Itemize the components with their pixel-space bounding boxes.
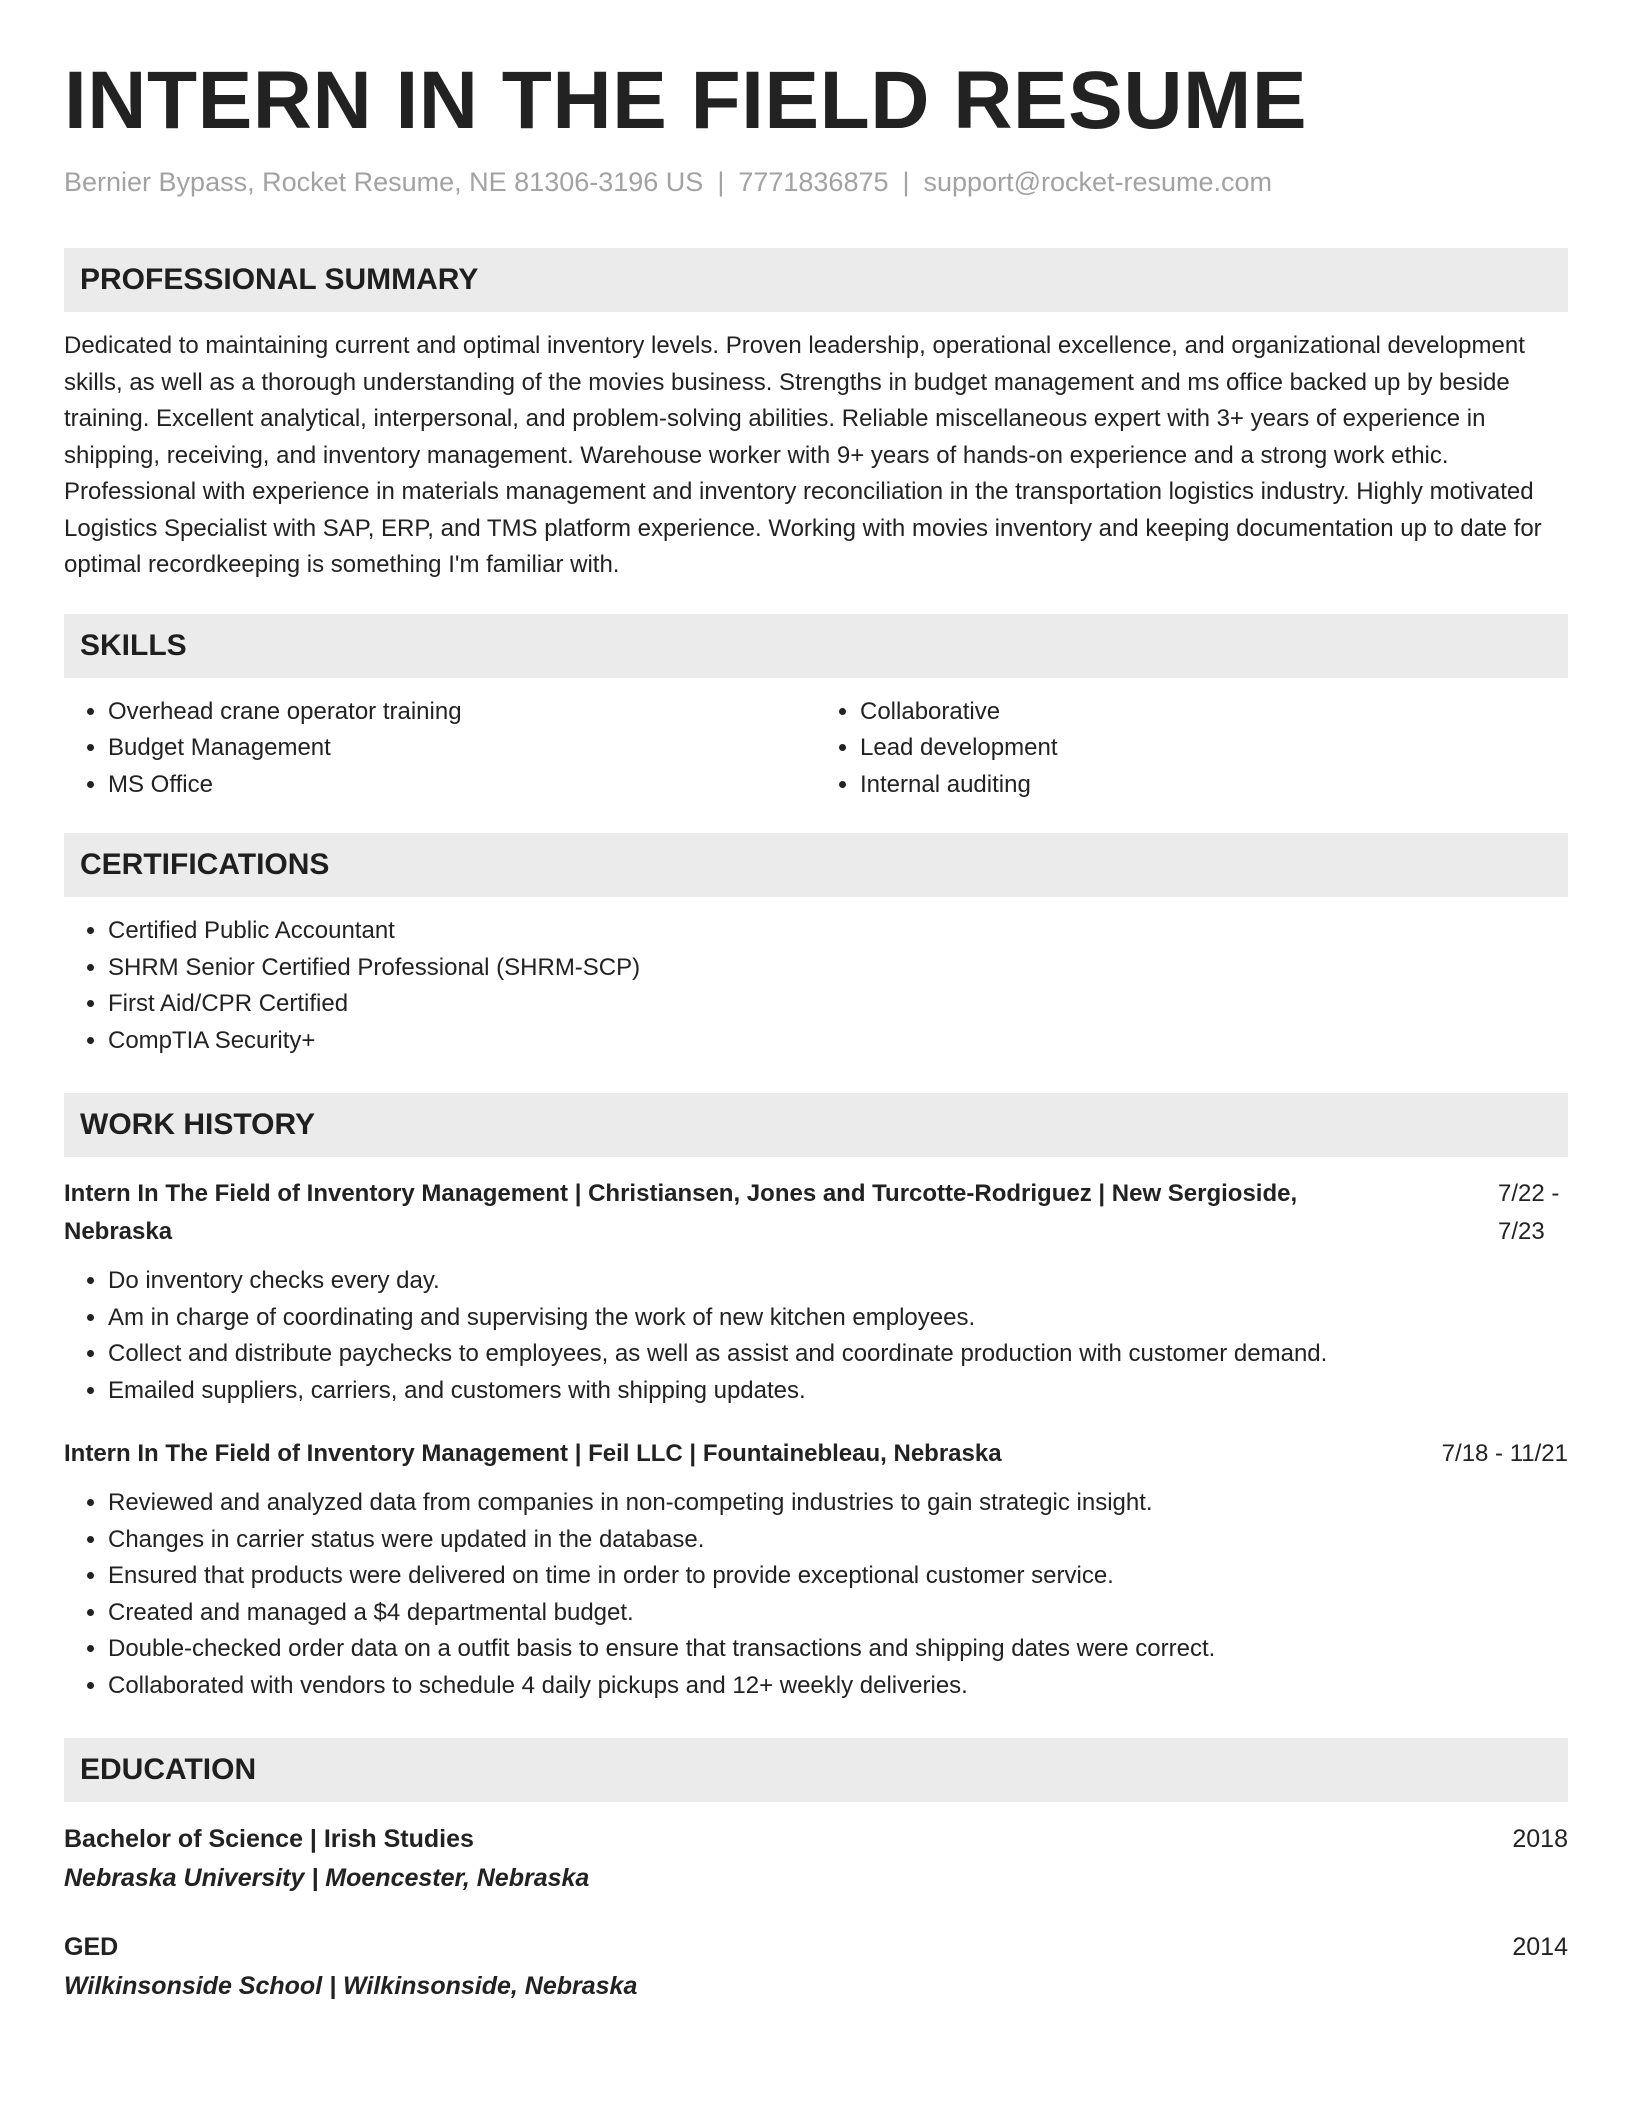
job-bullet: • Collect and distribute paychecks to employees, as well as assist and coordinate production with customer demand. (108, 1336, 1568, 1373)
contact-separator: | (717, 167, 725, 198)
education-year: 2018 (1512, 1825, 1568, 1854)
education-school: Wilkinsonside School | Wilkinsonside, Nebraska (64, 1972, 638, 2001)
certifications-heading: CERTIFICATIONS (64, 833, 1568, 897)
summary-heading: PROFESSIONAL SUMMARY (64, 248, 1568, 312)
education-entry (64, 1820, 1568, 1898)
education-section (64, 1738, 1568, 2006)
job-dates: 7/18 - 11/21 (1441, 1440, 1568, 1468)
skills-heading: SKILLS (64, 614, 1568, 678)
job-bullet: • Collaborated with vendors to schedule 4 daily pickups and 12+ weekly deliveries. (108, 1668, 1568, 1705)
education-degree: Bachelor of Science | Irish Studies (64, 1825, 474, 1854)
job-bullets (64, 1263, 1568, 1409)
job-header (64, 1435, 1568, 1473)
job-bullets (64, 1485, 1568, 1704)
job-bullet: • Ensured that products were delivered on time in order to provide exceptional customer service. (108, 1558, 1568, 1595)
contact-email: support@rocket-resume.com (923, 167, 1273, 198)
education-school: Nebraska University | Moencester, Nebraska (64, 1864, 590, 1893)
skill-item: • Collaborative (860, 694, 1568, 731)
skills-section (64, 614, 1568, 804)
job-bullet: • Emailed suppliers, carriers, and customers with shipping updates. (108, 1373, 1568, 1410)
certifications-section (64, 833, 1568, 1059)
job-bullet: • Am in charge of coordinating and supervising the work of new kitchen employees. (108, 1300, 1568, 1337)
certification-item: • CompTIA Security+ (108, 1023, 1568, 1060)
skill-item: • MS Office (108, 767, 816, 804)
education-header (64, 1928, 1568, 1966)
certifications-list (64, 913, 1568, 1059)
education-heading: EDUCATION (64, 1738, 1568, 1802)
skill-item: • Budget Management (108, 730, 816, 767)
contact-phone: 7771836875 (738, 167, 889, 198)
education-year: 2014 (1512, 1933, 1568, 1962)
job-title: Intern In The Field of Inventory Management | Feil LLC | Fountainebleau, Nebraska (64, 1440, 1002, 1468)
skill-item: • Internal auditing (860, 767, 1568, 804)
skills-list-left (64, 694, 816, 804)
contact-line (64, 166, 1568, 198)
education-degree: GED (64, 1933, 119, 1962)
skill-item: • Lead development (860, 730, 1568, 767)
education-entry (64, 1928, 1568, 2006)
job-bullet: • Created and managed a $4 departmental budget. (108, 1595, 1568, 1632)
job-dates: 7/22 - 7/23 (1498, 1180, 1560, 1246)
work-history-heading: WORK HISTORY (64, 1093, 1568, 1157)
contact-address: Bernier Bypass, Rocket Resume, NE 81306-3196 US (64, 167, 704, 198)
certification-item: • Certified Public Accountant (108, 913, 1568, 950)
resume-title: INTERN IN THE FIELD RESUME (64, 55, 1308, 146)
summary-text: Dedicated to maintaining current and optimal inventory levels. Proven leadership, operational excellence, and organizational development skills, as well as a thorough understanding of the movies business. Strengths in budget management and ms office backed up by beside training. Excellent analytical, interpersonal, and problem-solving abilities. Reliable miscellaneous expert with 3+ years of experience in shipping, receiving, and inventory management. Warehouse worker with 9+ years of hands-on experience and a strong work ethic. Professional with experience in materials management and inventory reconciliation in the transportation logistics industry. Highly motivated Logistics Specialist with SAP, ERP, and TMS platform experience. Working with movies inventory and keeping documentation up to date for optimal recordkeeping is something I'm familiar with. (64, 332, 1542, 579)
certification-item: • SHRM Senior Certified Professional (SHRM-SCP) (108, 950, 1568, 987)
education-header (64, 1820, 1568, 1858)
contact-separator: | (902, 167, 910, 198)
certification-item: • First Aid/CPR Certified (108, 986, 1568, 1023)
job-bullet: • Do inventory checks every day. (108, 1263, 1568, 1300)
job-title: Intern In The Field of Inventory Management | Christiansen, Jones and Turcotte-Rodriguez | New Sergioside, Nebraska (64, 1180, 1298, 1246)
job-bullet: • Reviewed and analyzed data from companies in non-competing industries to gain strategic insight. (108, 1485, 1568, 1522)
skill-item: • Overhead crane operator training (108, 694, 816, 731)
skills-grid (64, 694, 1568, 804)
job-bullet: • Double-checked order data on a outfit basis to ensure that transactions and shipping dates were correct. (108, 1631, 1568, 1668)
job-bullet: • Changes in carrier status were updated in the database. (108, 1522, 1568, 1559)
job-entry (64, 1175, 1568, 1409)
job-entry (64, 1435, 1568, 1704)
job-header (64, 1175, 1568, 1251)
skills-list-right (816, 694, 1568, 804)
summary-section (64, 248, 1568, 584)
work-history-section (64, 1093, 1568, 1704)
